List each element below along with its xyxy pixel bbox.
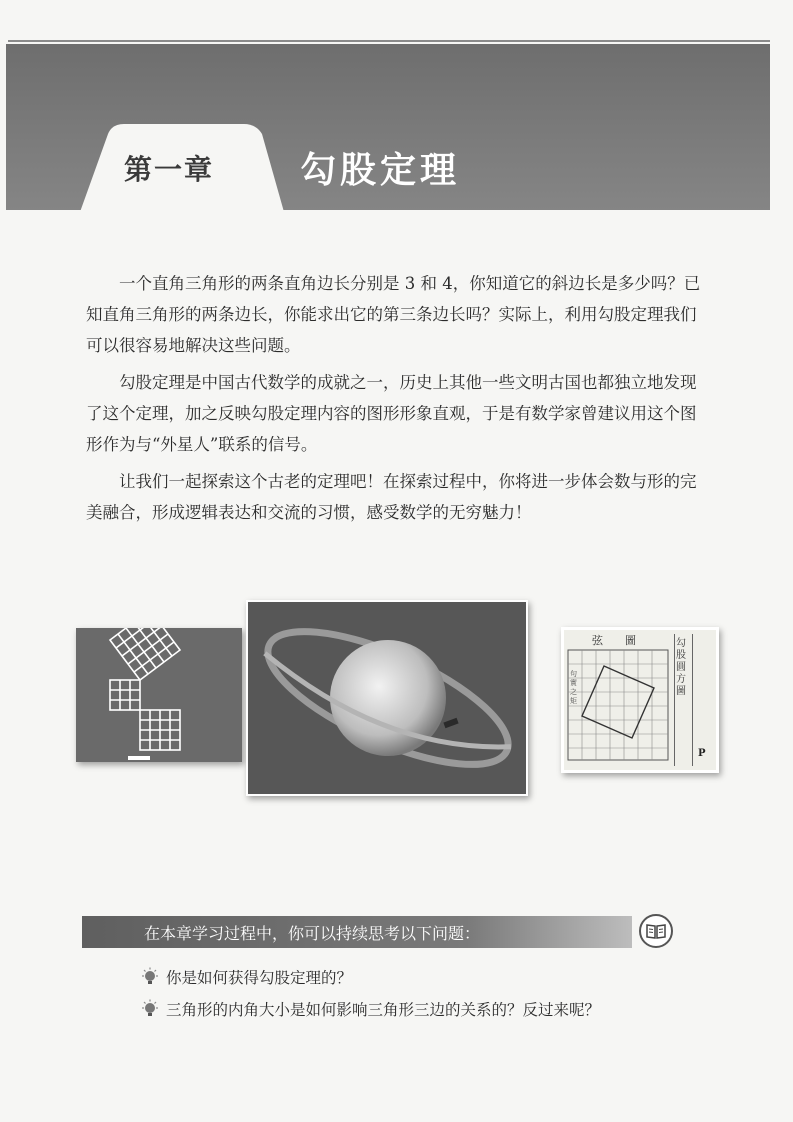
intro-text (86, 268, 706, 534)
lightbulb-icon (140, 967, 160, 987)
lightbulb-icon (140, 999, 160, 1019)
intro-paragraph: 让我们一起探索这个古老的定理吧！在探索过程中，你将进一步体会数与形的完美融合，形成逻辑表达和交流的习惯，感受数学的无穷魅力！ (86, 472, 697, 522)
question-item (140, 998, 600, 1020)
intro-paragraph: 一个直角三角形的两条直角边长分别是 3 和 4，你知道它的斜边长是多少吗？已知直角三角形的两条边长，你能求出它的第三条边长吗？实际上，利用勾股定理我们可以很容易地解决这些问题。 (86, 274, 701, 355)
diagram-corner-mark: P (698, 748, 706, 759)
diagram-inner-text: 句實之矩 (570, 670, 577, 705)
diagram-title: 弦圖 (592, 634, 658, 647)
pythagoras-squares-image (76, 628, 242, 762)
question-text: 三角形的内角大小是如何影响三角形三边的关系的？反过来呢？ (166, 1001, 601, 1019)
book-icon (638, 913, 674, 949)
question-item (140, 966, 352, 988)
chapter-number: 第一章 (124, 153, 215, 186)
diagram-side-text: 勾股圓方圖 (676, 638, 686, 697)
ancient-diagram-image (561, 627, 719, 773)
planet-image (246, 600, 528, 796)
question-text: 你是如何获得勾股定理的？ (166, 969, 353, 987)
chapter-title: 勾股定理 (300, 149, 461, 191)
intro-paragraph: 勾股定理是中国古代数学的成就之一，历史上其他一些文明古国也都独立地发现了这个定理，加之反映勾股定理内容的图形形象直观，于是有数学家曾建议用这个图形作为与“外星人”联系的信号。 (86, 373, 697, 454)
questions-title: 在本章学习过程中，你可以持续思考以下问题： (144, 924, 481, 943)
top-rule (8, 40, 770, 42)
